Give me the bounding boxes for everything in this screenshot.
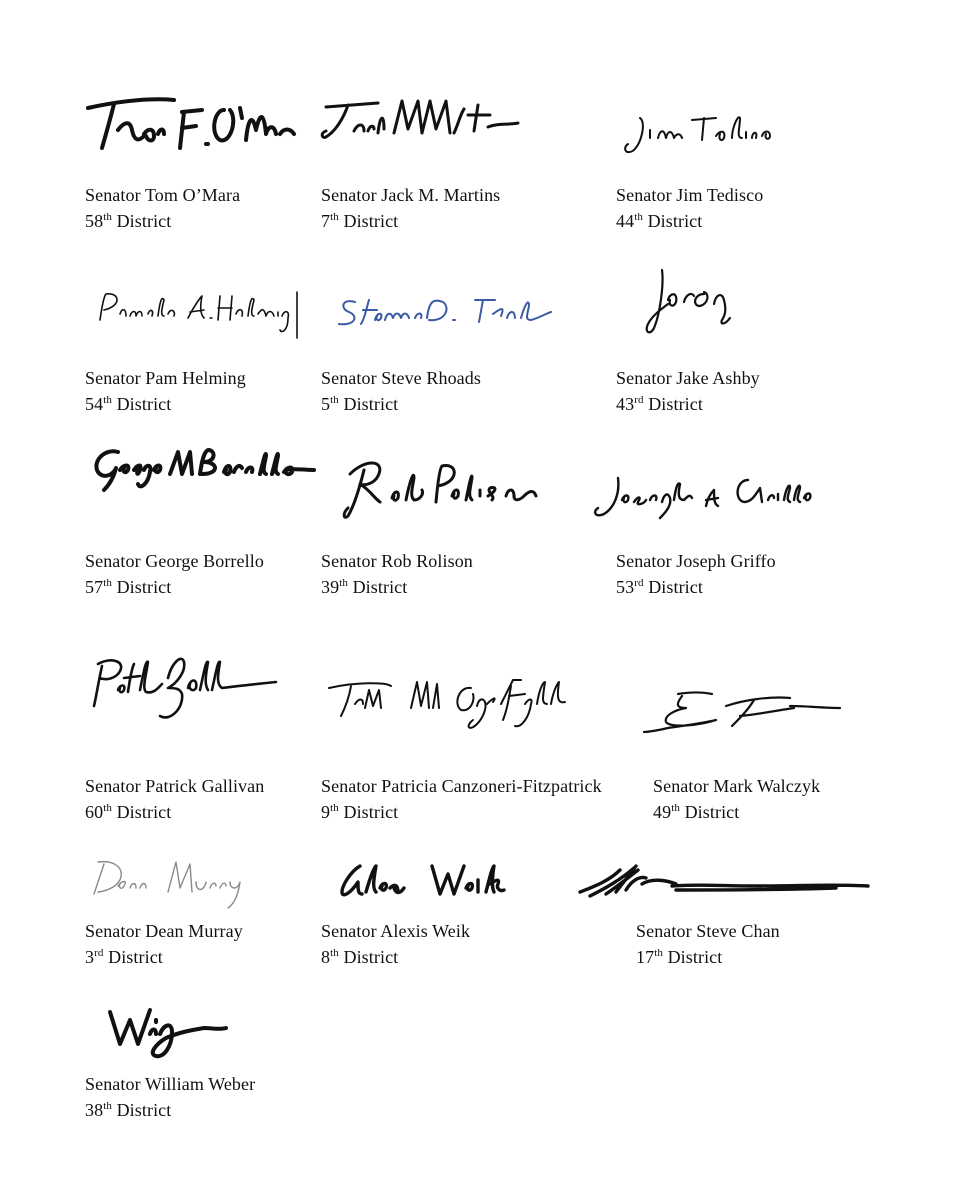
signer-name: Senator Steve Rhoads bbox=[321, 368, 481, 388]
signer-name: Senator Steve Chan bbox=[636, 921, 780, 941]
signature-patrick-gallivan bbox=[88, 648, 283, 733]
signer-district: 58th District bbox=[85, 211, 172, 231]
signer-district: 60th District bbox=[85, 802, 172, 822]
signer-name: Senator Jack M. Martins bbox=[321, 185, 501, 205]
signature-jack-martins bbox=[318, 95, 528, 150]
signature-rob-rolison bbox=[340, 450, 550, 525]
signer-name: Senator Pam Helming bbox=[85, 368, 246, 388]
signature-tom-omara bbox=[84, 90, 304, 160]
signer-district: 43rd District bbox=[616, 394, 703, 414]
signature-patricia-canzoneri-fitzpatrick bbox=[325, 668, 580, 748]
signature-dean-murray bbox=[88, 852, 248, 912]
signer-name: Senator Rob Rolison bbox=[321, 551, 473, 571]
signer-district: 39th District bbox=[321, 577, 408, 597]
signer-district: 3rd District bbox=[85, 947, 163, 967]
signature-jake-ashby bbox=[640, 264, 760, 339]
signer-name: Senator Jim Tedisco bbox=[616, 185, 764, 205]
signer-name: Senator Dean Murray bbox=[85, 921, 243, 941]
signer-district: 7th District bbox=[321, 211, 399, 231]
signature-william-weber bbox=[100, 998, 240, 1068]
signature-pam-helming bbox=[92, 286, 307, 341]
signature-steve-chan bbox=[576, 856, 876, 906]
signer-district: 17th District bbox=[636, 947, 723, 967]
signer-name: Senator George Borrello bbox=[85, 551, 264, 571]
signature-jim-tedisco bbox=[620, 108, 780, 158]
signer-district: 5th District bbox=[321, 394, 399, 414]
signer-district: 53rd District bbox=[616, 577, 703, 597]
signer-district: 57th District bbox=[85, 577, 172, 597]
signer-district: 8th District bbox=[321, 947, 399, 967]
signer-name: Senator Jake Ashby bbox=[616, 368, 760, 388]
signature-steve-rhoads bbox=[325, 288, 565, 338]
signer-district: 38th District bbox=[85, 1100, 172, 1120]
signer-district: 54th District bbox=[85, 394, 172, 414]
signer-district: 49th District bbox=[653, 802, 740, 822]
signature-alexis-weik bbox=[336, 858, 516, 903]
signer-name: Senator Tom O’Mara bbox=[85, 185, 241, 205]
signer-name: Senator Joseph Griffo bbox=[616, 551, 776, 571]
signer-name: Senator Patricia Canzoneri-Fitzpatrick bbox=[321, 776, 602, 796]
signature-george-borrello bbox=[84, 440, 319, 500]
signature-mark-walczyk bbox=[640, 686, 850, 741]
signer-name: Senator Alexis Weik bbox=[321, 921, 471, 941]
signer-name: Senator Patrick Gallivan bbox=[85, 776, 265, 796]
signer-district: 9th District bbox=[321, 802, 399, 822]
signer-name: Senator Mark Walczyk bbox=[653, 776, 821, 796]
signature-joseph-griffo bbox=[590, 468, 820, 523]
signer-district: 44th District bbox=[616, 211, 703, 231]
signer-name: Senator William Weber bbox=[85, 1074, 256, 1094]
